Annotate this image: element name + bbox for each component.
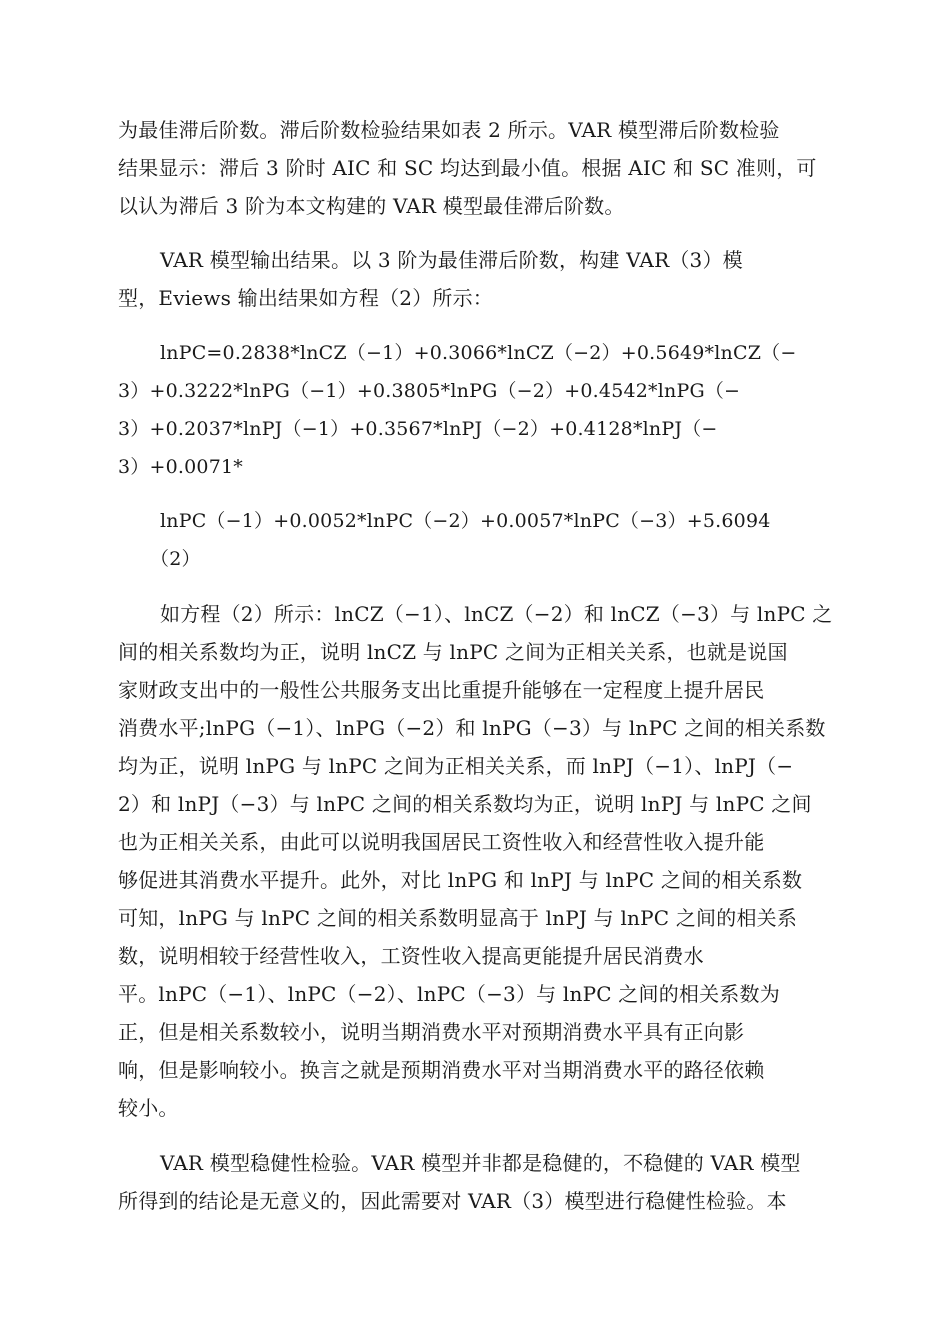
text-line: 家财政支出中的一般性公共服务支出比重提升能够在一定程度上提升居民: [118, 678, 765, 702]
text-line: 较小。: [118, 1096, 179, 1120]
text-line: 如方程（2）所示：lnCZ（−1）、lnCZ（−2）和 lnCZ（−3）与 lnPC 之: [160, 602, 833, 626]
text-line: 正，但是相关系数较小，说明当期消费水平对预期消费水平具有正向影: [118, 1020, 745, 1044]
equation-line: lnPC（−1）+0.0052*lnPC（−2）+0.0057*lnPC（−3）+5.6094: [160, 510, 771, 532]
text-line: VAR 模型输出结果。以 3 阶为最佳滞后阶数，构建 VAR（3）模: [160, 248, 743, 272]
text-line: 2）和 lnPJ（−3）与 lnPC 之间的相关系数均为正，说明 lnPJ 与 lnPC 之间: [118, 792, 812, 816]
text-line: 够促进其消费水平提升。此外，对比 lnPG 和 lnPJ 与 lnPC 之间的相关系数: [118, 868, 803, 892]
equation-number: （2）: [150, 548, 201, 570]
equation-line: 3）+0.3222*lnPG（−1）+0.3805*lnPG（−2）+0.4542*lnPG（−: [118, 380, 741, 402]
text-line: 数，说明相较于经营性收入，工资性收入提高更能提升居民消费水: [118, 944, 704, 968]
text-line: 响，但是影响较小。换言之就是预期消费水平对当期消费水平的路径依赖: [118, 1058, 765, 1082]
text-line: 所得到的结论是无意义的，因此需要对 VAR（3）模型进行稳健性检验。本: [118, 1189, 787, 1213]
text-line: 间的相关系数均为正，说明 lnCZ 与 lnPC 之间为正相关关系，也就是说国: [118, 640, 788, 664]
text-line: 以认为滞后 3 阶为本文构建的 VAR 模型最佳滞后阶数。: [118, 194, 625, 218]
text-line: 消费水平;lnPG（−1）、lnPG（−2）和 lnPG（−3）与 lnPC 之间的相关系数: [118, 716, 826, 740]
text-line: 为最佳滞后阶数。滞后阶数检验结果如表 2 所示。VAR 模型滞后阶数检验: [118, 118, 780, 142]
text-line: 平。lnPC（−1）、lnPC（−2）、lnPC（−3）与 lnPC 之间的相关系数为: [118, 982, 780, 1006]
text-line: 型，Eviews 输出结果如方程（2）所示：: [118, 286, 493, 310]
text-line: 可知，lnPG 与 lnPC 之间的相关系数明显高于 lnPJ 与 lnPC 之间的相关系: [118, 906, 798, 930]
text-line: 结果显示：滞后 3 阶时 AIC 和 SC 均达到最小值。根据 AIC 和 SC 准则，可: [118, 156, 817, 180]
text-line: VAR 模型稳健性检验。VAR 模型并非都是稳健的，不稳健的 VAR 模型: [160, 1151, 801, 1175]
text-line: 也为正相关关系，由此可以说明我国居民工资性收入和经营性收入提升能: [118, 830, 765, 854]
equation-line: 3）+0.0071*: [118, 456, 243, 478]
equation-line: lnPC=0.2838*lnCZ（−1）+0.3066*lnCZ（−2）+0.5649*lnCZ（−: [160, 342, 797, 364]
text-line: 均为正，说明 lnPG 与 lnPC 之间为正相关关系，而 lnPJ（−1）、lnPJ（−: [118, 754, 794, 778]
equation-line: 3）+0.2037*lnPJ（−1）+0.3567*lnPJ（−2）+0.4128*lnPJ（−: [118, 418, 718, 440]
